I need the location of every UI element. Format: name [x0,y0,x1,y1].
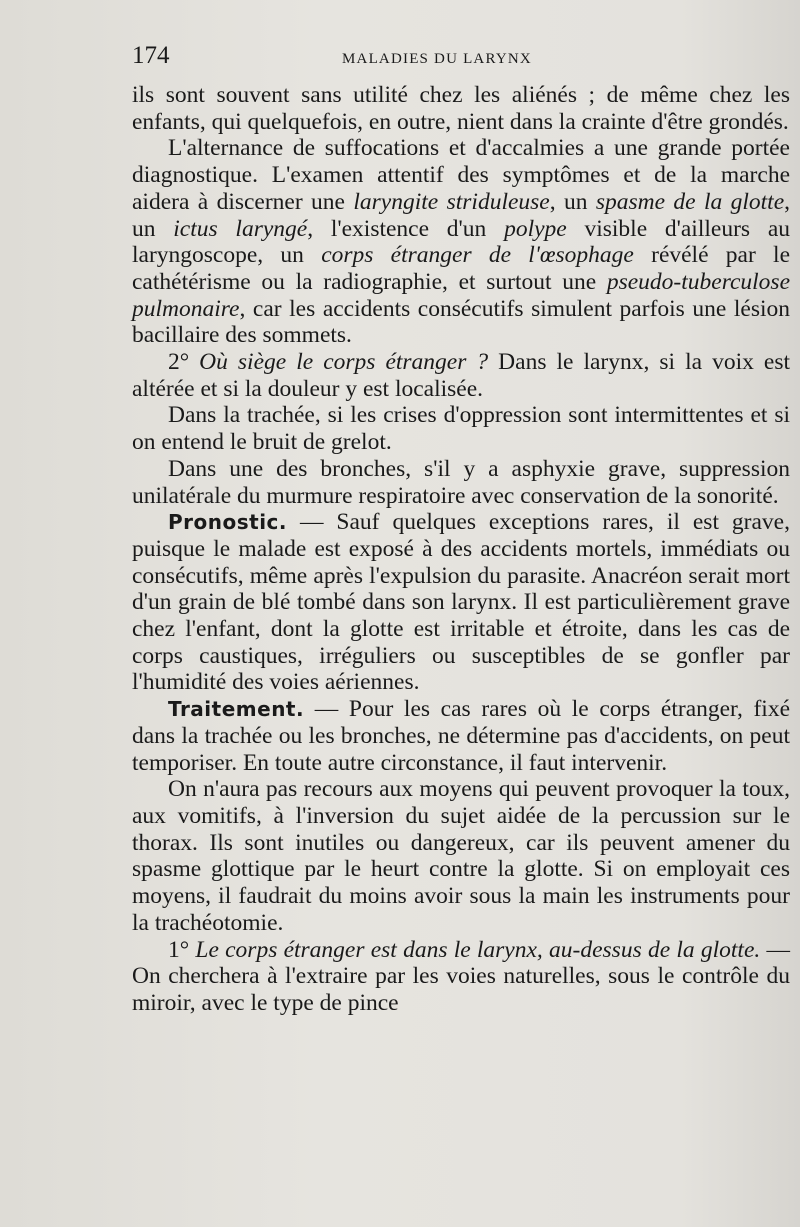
paragraph [132,937,790,1017]
page-header [132,42,790,82]
body-text [132,82,790,1017]
paragraph [132,456,790,509]
text-run: 1° [168,936,196,963]
paragraph [132,776,790,936]
paragraph [132,696,790,776]
paragraph [132,349,790,402]
paragraph [132,509,790,696]
italic-text: laryngite striduleuse [353,188,550,215]
italic-text: ictus laryngé [173,215,308,242]
italic-text: Où siège le corps étranger ? [199,349,489,376]
text-run: On n'aura pas recours aux moyens qui peuvent provoquer la toux, aux vomitifs, à l'inversion du sujet aidée de la percussion sur le thorax. Ils sont inutiles ou dangereux, car ils peuvent amener du spasme glottique par le heurt contre la glotte. Si on employait ces moyens, il faudrait du moins avoir sous la main les instruments pour la trachéotomie. [132,776,790,936]
text-run: , un [132,188,791,242]
text-run: — Pour les cas rares où le corps étranger, fixé dans la trachée ou les bronches, ne détermine pas d'accidents, on peut temporiser. En toute autre circonstance, il faut intervenir. [132,696,790,776]
page-number: 174 [132,42,170,69]
italic-text: pseudo-tuberculose pulmonaire [132,268,790,322]
italic-text: corps étranger de l'œsophage [321,242,634,269]
text-run: Dans la trachée, si les crises d'oppression sont intermittentes et si on entend le bruit de grelot. [132,402,790,456]
text-run: L'alternance de suffocations et d'accalmies a une grande portée diagnostique. L'examen attentif des symptômes et de la marche aidera à discerner une [132,135,790,215]
text-run: Dans une des bronches, s'il y a asphyxie grave, suppression unilatérale du murmure respiratoire avec conservation de la sonorité. [132,455,790,509]
italic-text: Le corps étranger est dans le larynx, au-dessus de la glotte. [195,936,761,963]
text-run: révélé par le cathétérisme ou la radiographie, et surtout une [132,242,790,295]
text-run: visible d'ailleurs au laryngoscope, un [132,215,790,269]
paragraph [132,135,790,349]
running-head: MALADIES DU LARYNX [342,51,532,67]
paragraph [132,82,790,135]
text-run: Dans le larynx, si la voix est altérée et si la douleur y est localisée. [132,349,790,402]
section-heading: Pronostic. [168,510,288,535]
text-run: ils sont souvent sans utilité chez les aliénés ; de même chez les enfants, qui quelquefois, en outre, nient dans la crainte d'être grondés. [132,82,790,135]
text-run: — Sauf quelques exceptions rares, il est grave, puisque le malade est exposé à des accidents mortels, immédiats ou consécutifs, même après l'expulsion du parasite. Anacréon serait mort d'un grain de blé tombé dans son larynx. Il est particulièrement grave chez l'enfant, dont la glotte est irritable et étroite, dans les cas de corps caustiques, irréguliers ou susceptibles de se gonfler par l'humidité des voies aériennes. [132,509,790,696]
text-run: , un [549,188,596,215]
italic-text: spasme de la glotte [595,188,785,215]
text-run: , car les accidents consécutifs simulent parfois une lésion bacillaire des sommets. [132,295,790,349]
italic-text: polype [504,215,567,242]
section-heading: Traitement. [168,697,305,722]
text-run: 2° [168,349,200,376]
text-run: — On cherchera à l'extraire par les voies naturelles, sous le contrôle du miroir, avec le type de pince [132,936,790,1016]
paragraph [132,402,790,455]
text-run: , l'existence d'un [307,215,505,242]
